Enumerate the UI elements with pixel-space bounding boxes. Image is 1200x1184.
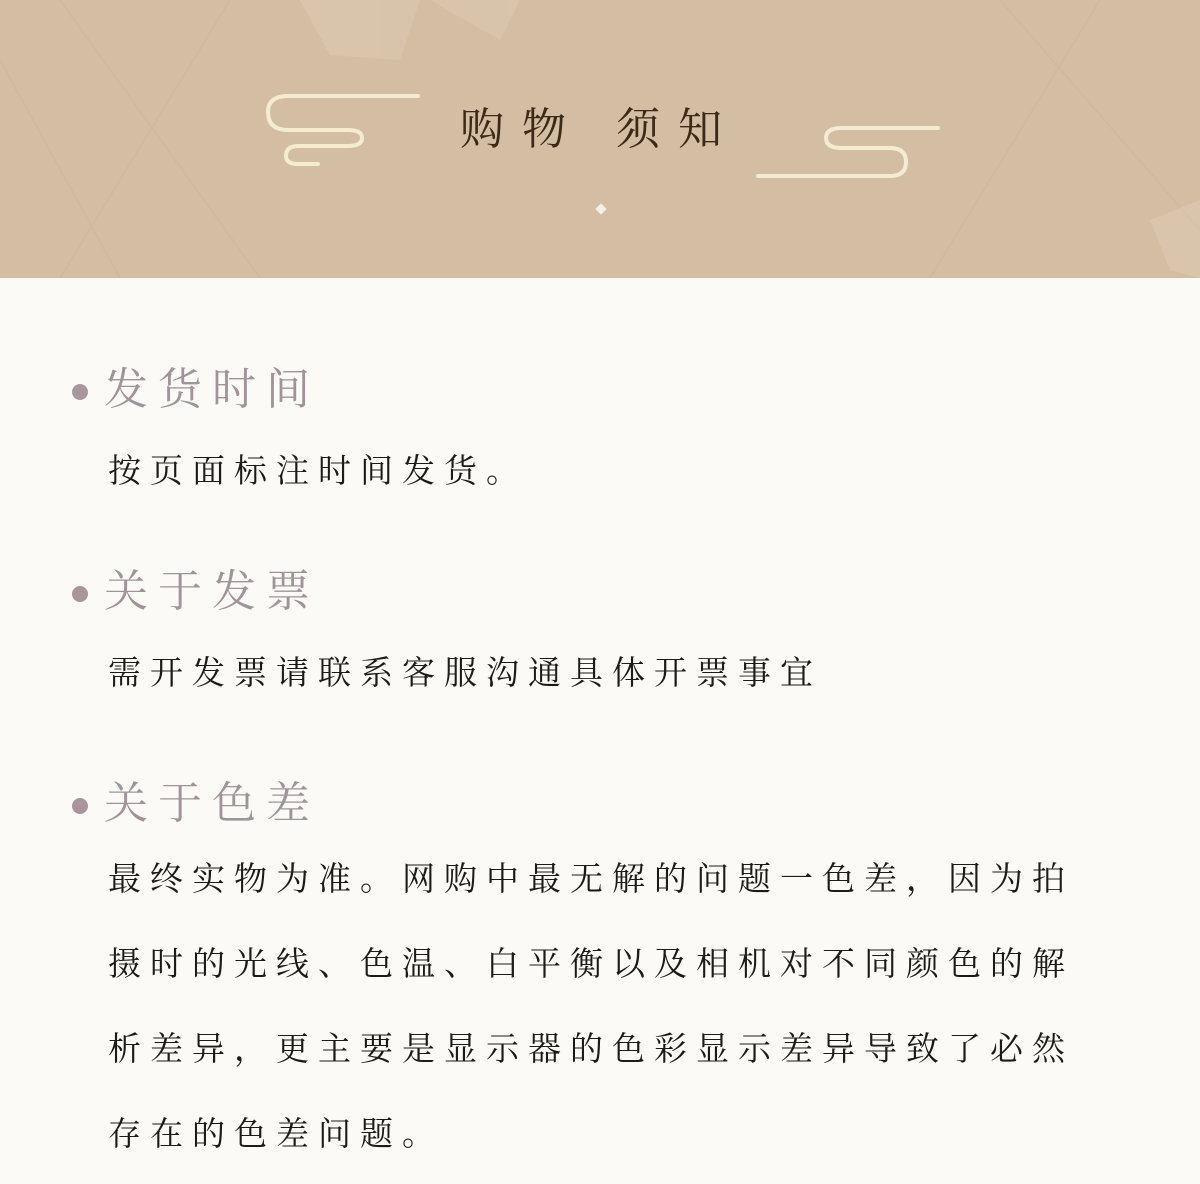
section-body: 需开发票请联系客服沟通具体开票事宜: [108, 653, 822, 692]
section-color-difference: [0, 774, 1200, 1153]
notice-content: [0, 278, 1200, 1184]
section-shipping-time: [0, 360, 1200, 490]
dot-icon: [72, 798, 88, 814]
section-header: [0, 360, 1200, 420]
section-body: 最终实物为准。网购中最无解的问题一色差，因为拍摄时的光线、色温、白平衡以及相机对不同颜色的解析差异，更主要是显示器的色彩显示差异导致了必然存在的色差问题。: [108, 859, 1074, 1153]
dot-icon: [72, 586, 88, 602]
dot-icon: [72, 384, 88, 400]
section-header: [0, 774, 1200, 834]
auspicious-cloud-right-icon: [750, 120, 950, 186]
header-banner: [0, 0, 1200, 278]
section-title: 关于发票: [104, 566, 320, 617]
section-body: 按页面标注时间发货。: [108, 451, 528, 490]
header-title: 购物 须知: [460, 104, 740, 155]
section-title: 关于色差: [104, 778, 320, 829]
section-title: 发货时间: [104, 364, 320, 415]
section-header: [0, 562, 1200, 622]
section-invoice: [0, 562, 1200, 692]
